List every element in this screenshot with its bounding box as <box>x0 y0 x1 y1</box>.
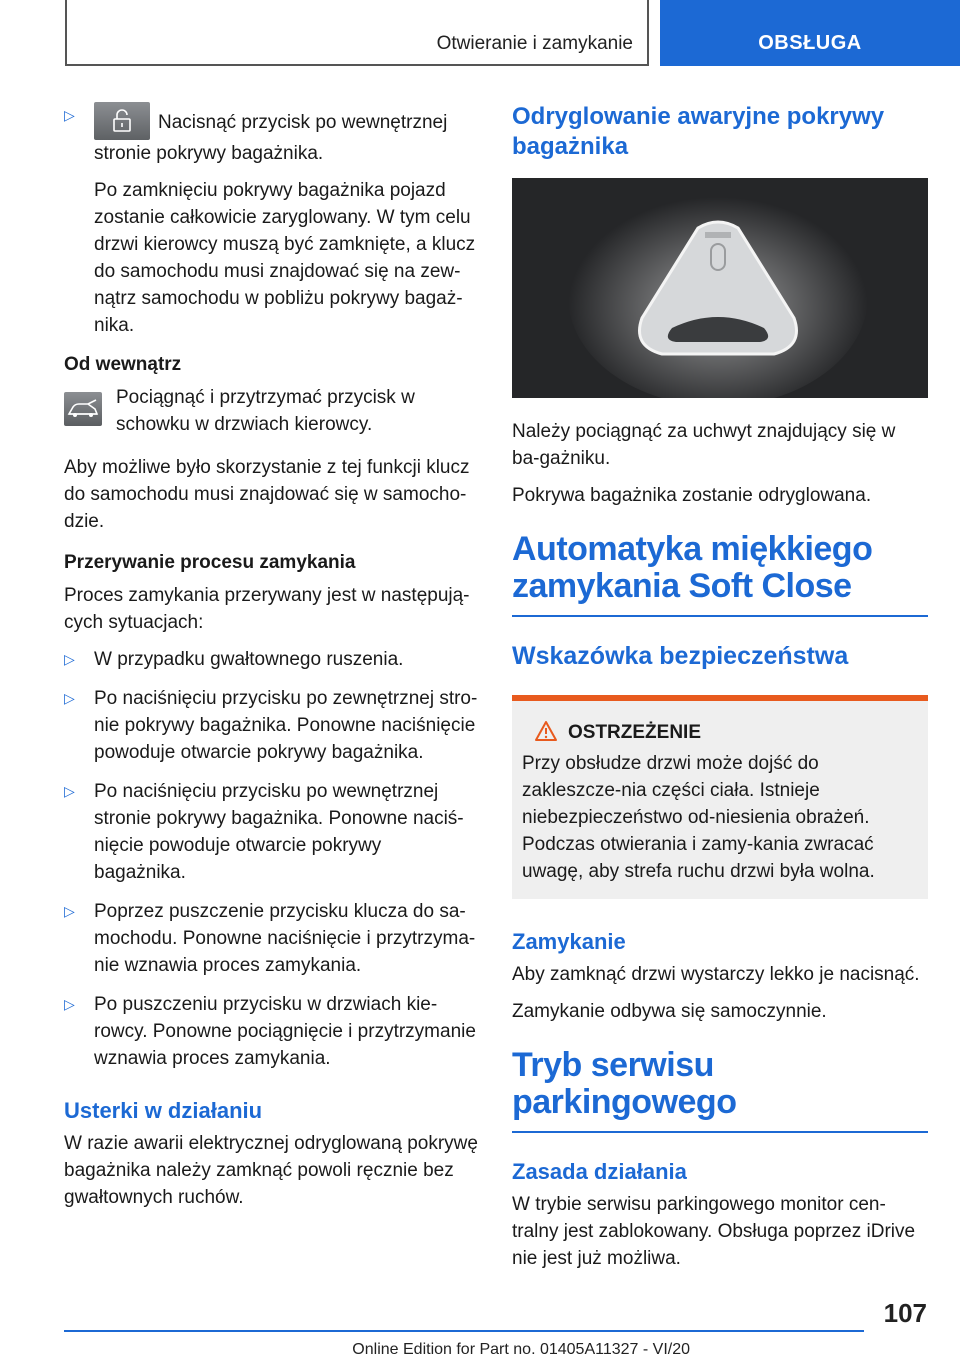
step-text: Nacisnąć przycisk po wewnętrznej stronie pokrywy bagażnika. <box>94 112 448 164</box>
softclose-heading: Automatyka miękkiego zamykania Soft Close <box>512 531 928 617</box>
emergency-heading: Odryglowanie awaryjne pokrywy bagażnika <box>512 103 885 160</box>
trunk-car-icon <box>64 392 102 426</box>
closing-heading: Zamykanie <box>512 929 626 954</box>
step-note: Po zamknięciu pokrywy bagażnika pojazd zostanie całkowicie zaryglowany. W tym celu drzwi kierowcy muszą być zamknięte, a klucz do samochodu musi znajdować się na zew-nątrz samochodu w pobliżu pokrywy bagaż-nika. <box>94 180 476 336</box>
emergency-text2: Pokrywa bagażnika zostanie odryglowana. <box>512 485 872 506</box>
bullet-triangle-icon: ▷ <box>64 903 75 919</box>
list-item <box>64 685 478 766</box>
bullet-triangle-icon: ▷ <box>64 690 75 706</box>
inside-instruction <box>64 384 478 438</box>
warning-label: OSTRZEŻENIE <box>568 722 702 743</box>
safety-heading: Wskazówka bezpieczeństwa <box>512 642 849 670</box>
list-item-text: Poprzez puszczenie przycisku klucza do sa-mochodu. Ponowne naciśnięcie i przytrzyma-nie wznawia proces zamykania. <box>94 901 476 976</box>
list-item-text: Po naciśnięciu przycisku po wewnętrznej stronie pokrywy bagażnika. Ponowne naciś-nięcie powoduje otwarcie pokrywy bagażnika. <box>94 781 464 883</box>
header-section-box <box>65 0 649 66</box>
warning-box <box>512 695 928 899</box>
bullet-triangle-icon: ▷ <box>64 996 75 1012</box>
closing-text1: Aby zamknąć drzwi wystarczy lekko je nacisnąć. <box>512 964 920 985</box>
principle-heading: Zasada działania <box>512 1159 687 1184</box>
chapter-tab-label: OBSŁUGA <box>758 32 862 54</box>
footer-rule <box>64 1330 864 1332</box>
warning-triangle-icon <box>534 720 558 742</box>
left-column <box>64 102 478 1221</box>
warning-text: Przy obsłudze drzwi może dojść do zakleszcze-nia części ciała. Istnieje niebezpieczeństwo od-niesienia obrażeń. Podczas otwierania i zamy-kania zwracać uwagę, aby strefa ruchu drzwi była wolna. <box>522 753 875 882</box>
list-item <box>64 102 478 339</box>
interrupt-intro: Proces zamykania przerywany jest w następują-cych sytuacjach: <box>64 585 470 633</box>
edition-link[interactable]: Online Edition for Part no. 01405A11327 - VI/20 <box>352 1341 690 1358</box>
interrupt-heading: Przerywanie procesu zamykania <box>64 552 356 573</box>
chapter-tab[interactable] <box>660 0 960 66</box>
page-number: 107 <box>883 1298 927 1328</box>
list-item-text: Po naciśnięciu przycisku po zewnętrznej stro-nie pokrywy bagażnika. Ponowne naciśnięcie powoduje otwarcie pokrywy bagażnika. <box>94 688 478 763</box>
section-title: Otwieranie i zamykanie <box>436 33 633 54</box>
bullet-triangle-icon: ▷ <box>64 107 75 123</box>
fault-text: W razie awarii elektrycznej odryglowaną pokrywę bagażnika należy zamknąć powoli ręcznie bez gwałtownych ruchów. <box>64 1133 478 1208</box>
emergency-text1: Należy pociągnąć za uchwyt znajdujący się w ba-gażniku. <box>512 421 896 469</box>
inside-note: Aby możliwe było skorzystanie z tej funkcji klucz do samochodu musi znajdować się w samocho-dzie. <box>64 457 470 532</box>
list-item-text: Po puszczeniu przycisku w drzwiach kie-rowcy. Ponowne pociągnięcie i przytrzymanie wznawia proces zamykania. <box>94 994 476 1069</box>
list-item <box>64 991 478 1072</box>
list-item <box>64 646 478 673</box>
bullet-triangle-icon: ▷ <box>64 651 75 667</box>
closing-text2: Zamykanie odbywa się samoczynnie. <box>512 1001 827 1022</box>
list-item <box>64 778 478 886</box>
warning-label-row <box>522 719 918 746</box>
principle-text: W trybie serwisu parkingowego monitor cen-tralny jest zablokowany. Obsługa poprzez iDrive nie jest już możliwa. <box>512 1194 916 1269</box>
trunk-handle-photo <box>512 178 928 398</box>
inside-text: Pociągnąć i przytrzymać przycisk w schowku w drzwiach kierowcy. <box>116 387 415 435</box>
bullet-triangle-icon: ▷ <box>64 783 75 799</box>
fault-heading: Usterki w działaniu <box>64 1098 263 1123</box>
right-column <box>512 102 928 1282</box>
list-item-text: W przypadku gwałtownego ruszenia. <box>94 649 404 670</box>
lock-button-icon <box>94 102 150 140</box>
parking-heading: Tryb serwisu parkingowego <box>512 1047 928 1133</box>
inside-heading: Od wewnątrz <box>64 354 182 375</box>
list-item <box>64 898 478 979</box>
